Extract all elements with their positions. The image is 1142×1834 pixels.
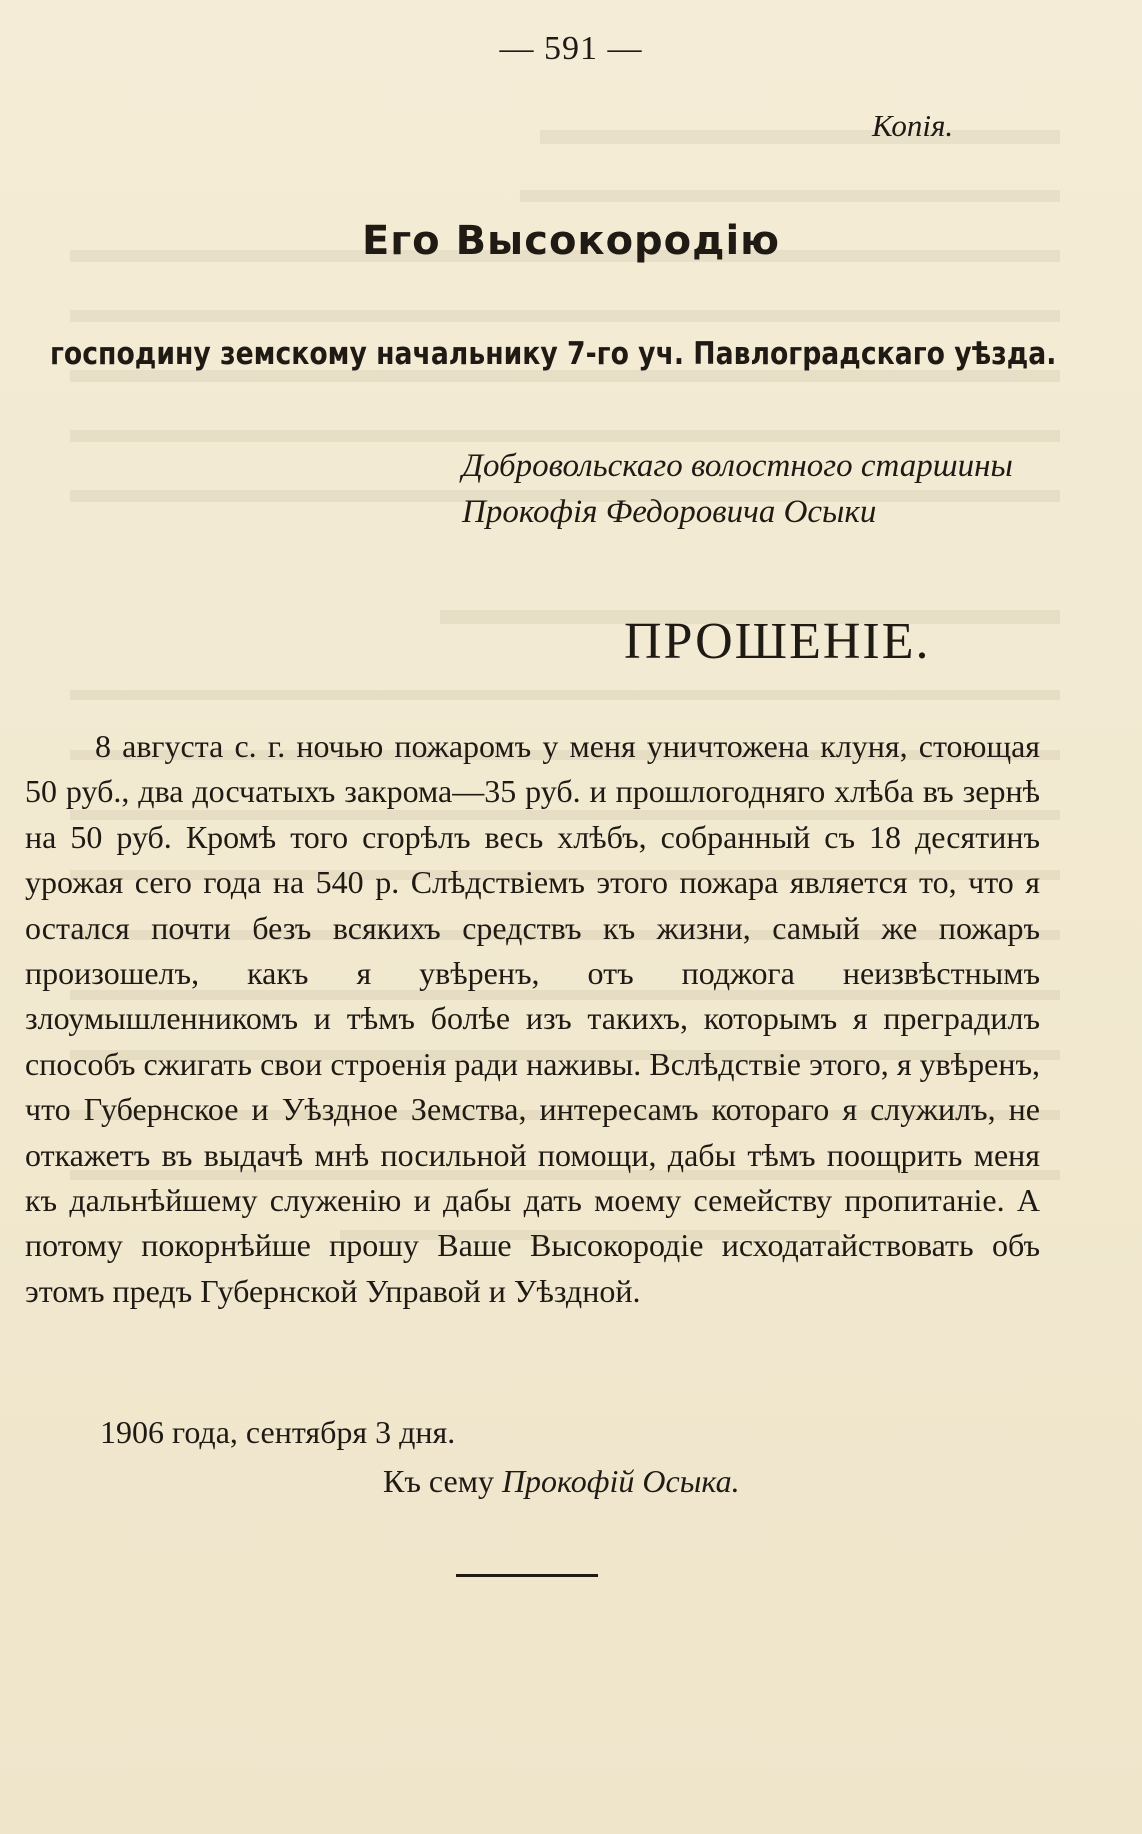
sender-line-1: Добровольскаго волостного старшины	[462, 448, 1013, 484]
petition-paragraph: 8 августа с. г. ночью пожаромъ у меня уничтожена клуня, стоющая 50 руб., два досчатыхъ закрома—35 руб. и прошлогодняго хлѣба въ зернѣ на 50 руб. Кромѣ того сгорѣлъ весь хлѣбъ, собранный съ 18 десятинъ урожая сего года на 540 р. Слѣдствіемъ этого пожара является то, что я остался почти безъ всякихъ средствъ къ жизни, самый же пожаръ произошелъ, какъ я увѣренъ, отъ поджога неизвѣстнымъ злоумышленникомъ и тѣмъ болѣе изъ такихъ, которымъ я преградилъ способъ сжигать свои строенія ради наживы. Вслѣдствіе этого, я увѣренъ, что Губернское и Уѣздное Земства, интересамъ котораго я служилъ, не откажетъ въ выдачѣ мнѣ посильной помощи, дабы тѣмъ поощрить меня къ дальнѣйшему служенію и дабы дать моему семейству пропитаніе. А потому покорнѣйше прошу Ваше Высокородіе исходатайствовать объ этомъ предъ Губернской Управой и Уѣздной.	[25, 728, 1040, 1309]
date-line: 1906 года, сентября 3 дня.	[100, 1414, 456, 1450]
addressee-title: Его Высокородію	[361, 218, 781, 264]
signature	[383, 1463, 740, 1500]
document-title: ПРОШЕНІЕ.	[624, 613, 931, 670]
end-rule	[456, 1574, 598, 1577]
signature-prefix: Къ сему	[383, 1463, 494, 1499]
addressee-line: господину земскому начальнику 7-го уч. Павлоградскаго уѣзда.	[50, 336, 1057, 372]
sender-line-2: Прокофія Федоровича Осыки	[462, 494, 877, 530]
petition-body	[25, 724, 1040, 1314]
copy-mark: Копія.	[872, 108, 954, 143]
signature-name: Прокофій Осыка.	[501, 1463, 740, 1499]
page-number: — 591 —	[499, 30, 643, 67]
